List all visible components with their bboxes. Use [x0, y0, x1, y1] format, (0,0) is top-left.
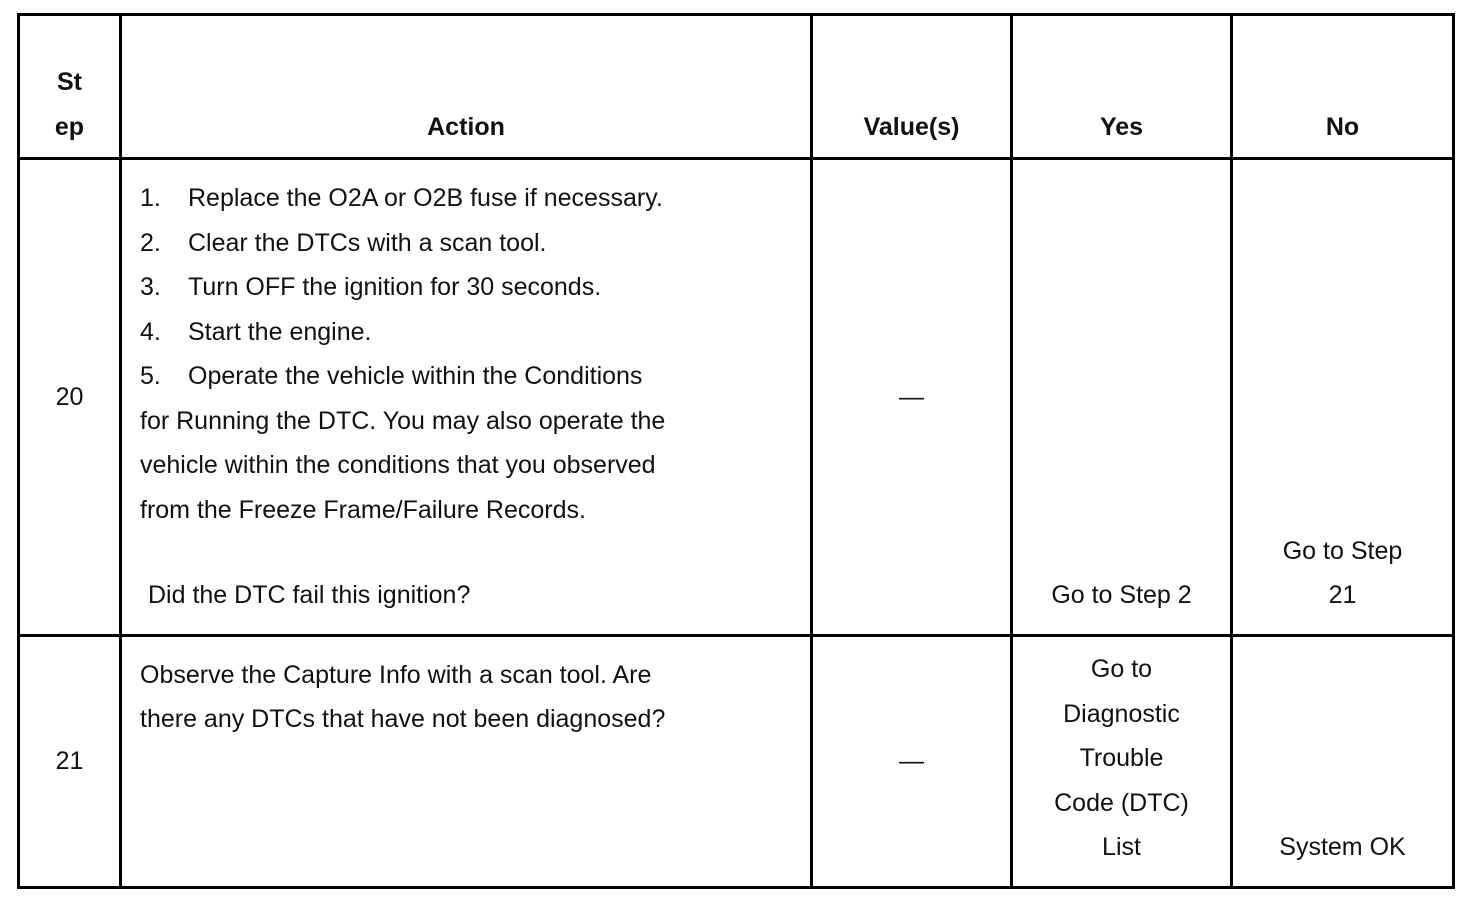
step-item-text: Turn OFF the ignition for 30 seconds.: [188, 273, 602, 301]
values-cell: —: [812, 159, 1012, 636]
header-yes: Yes: [1012, 15, 1232, 159]
yes-line: Code (DTC): [1054, 788, 1189, 817]
header-step: [19, 15, 121, 159]
action-step: [140, 354, 810, 399]
no-cell: System OK: [1232, 635, 1454, 887]
step-number: 21: [19, 635, 121, 887]
header-no: No: [1232, 15, 1454, 159]
diagnostic-table: [17, 13, 1455, 889]
step-item-number: 4.: [140, 317, 161, 346]
action-cell: [121, 635, 812, 887]
header-step-line2: ep: [54, 112, 85, 141]
values-cell: —: [812, 635, 1012, 887]
action-step: [140, 265, 810, 310]
action-step: [140, 176, 810, 221]
table-row-step-20: [19, 159, 1454, 636]
action-cell: [121, 159, 812, 636]
action-line: there any DTCs that have not been diagnosed?: [140, 705, 666, 733]
step-item-text: Replace the O2A or O2B fuse if necessary.: [188, 184, 663, 212]
header-values: Value(s): [812, 15, 1012, 159]
step-item-number: 3.: [140, 273, 161, 301]
action-question: Did the DTC fail this ignition?: [148, 581, 471, 609]
header-row: [19, 15, 1454, 159]
header-action: Action: [121, 15, 812, 159]
no-cell: [1232, 159, 1454, 636]
header-step-line1: St: [57, 68, 82, 96]
yes-cell: Go to Step 2: [1012, 159, 1232, 636]
step-item-text: Operate the vehicle within the Conditions: [188, 362, 643, 390]
no-line: 21: [1328, 581, 1357, 609]
step-item-number: 2.: [140, 228, 161, 257]
action-steps-list: [140, 176, 810, 399]
step-item-text: Start the engine.: [188, 317, 372, 346]
action-step: [140, 310, 810, 355]
yes-cell: [1012, 635, 1232, 887]
action-line: Observe the Capture Info with a scan tool. Are: [140, 660, 652, 689]
table-row-step-21: [19, 635, 1454, 887]
step-item-text: Clear the DTCs with a scan tool.: [188, 228, 547, 257]
yes-line: Diagnostic: [1063, 699, 1180, 728]
step-number: 20: [19, 159, 121, 636]
action-continuation-line: for Running the DTC. You may also operate the: [140, 406, 666, 435]
yes-line: List: [1102, 833, 1141, 861]
action-continuation-line: from the Freeze Frame/Failure Records.: [140, 495, 586, 524]
yes-line: Trouble: [1079, 744, 1164, 772]
action-step: [140, 221, 810, 266]
action-continuation-line: vehicle within the conditions that you observed: [140, 451, 656, 479]
step-item-number: 1.: [140, 184, 161, 212]
no-line: Go to Step: [1282, 536, 1403, 565]
step-item-number: 5.: [140, 362, 161, 390]
yes-line: Go to: [1090, 655, 1153, 683]
